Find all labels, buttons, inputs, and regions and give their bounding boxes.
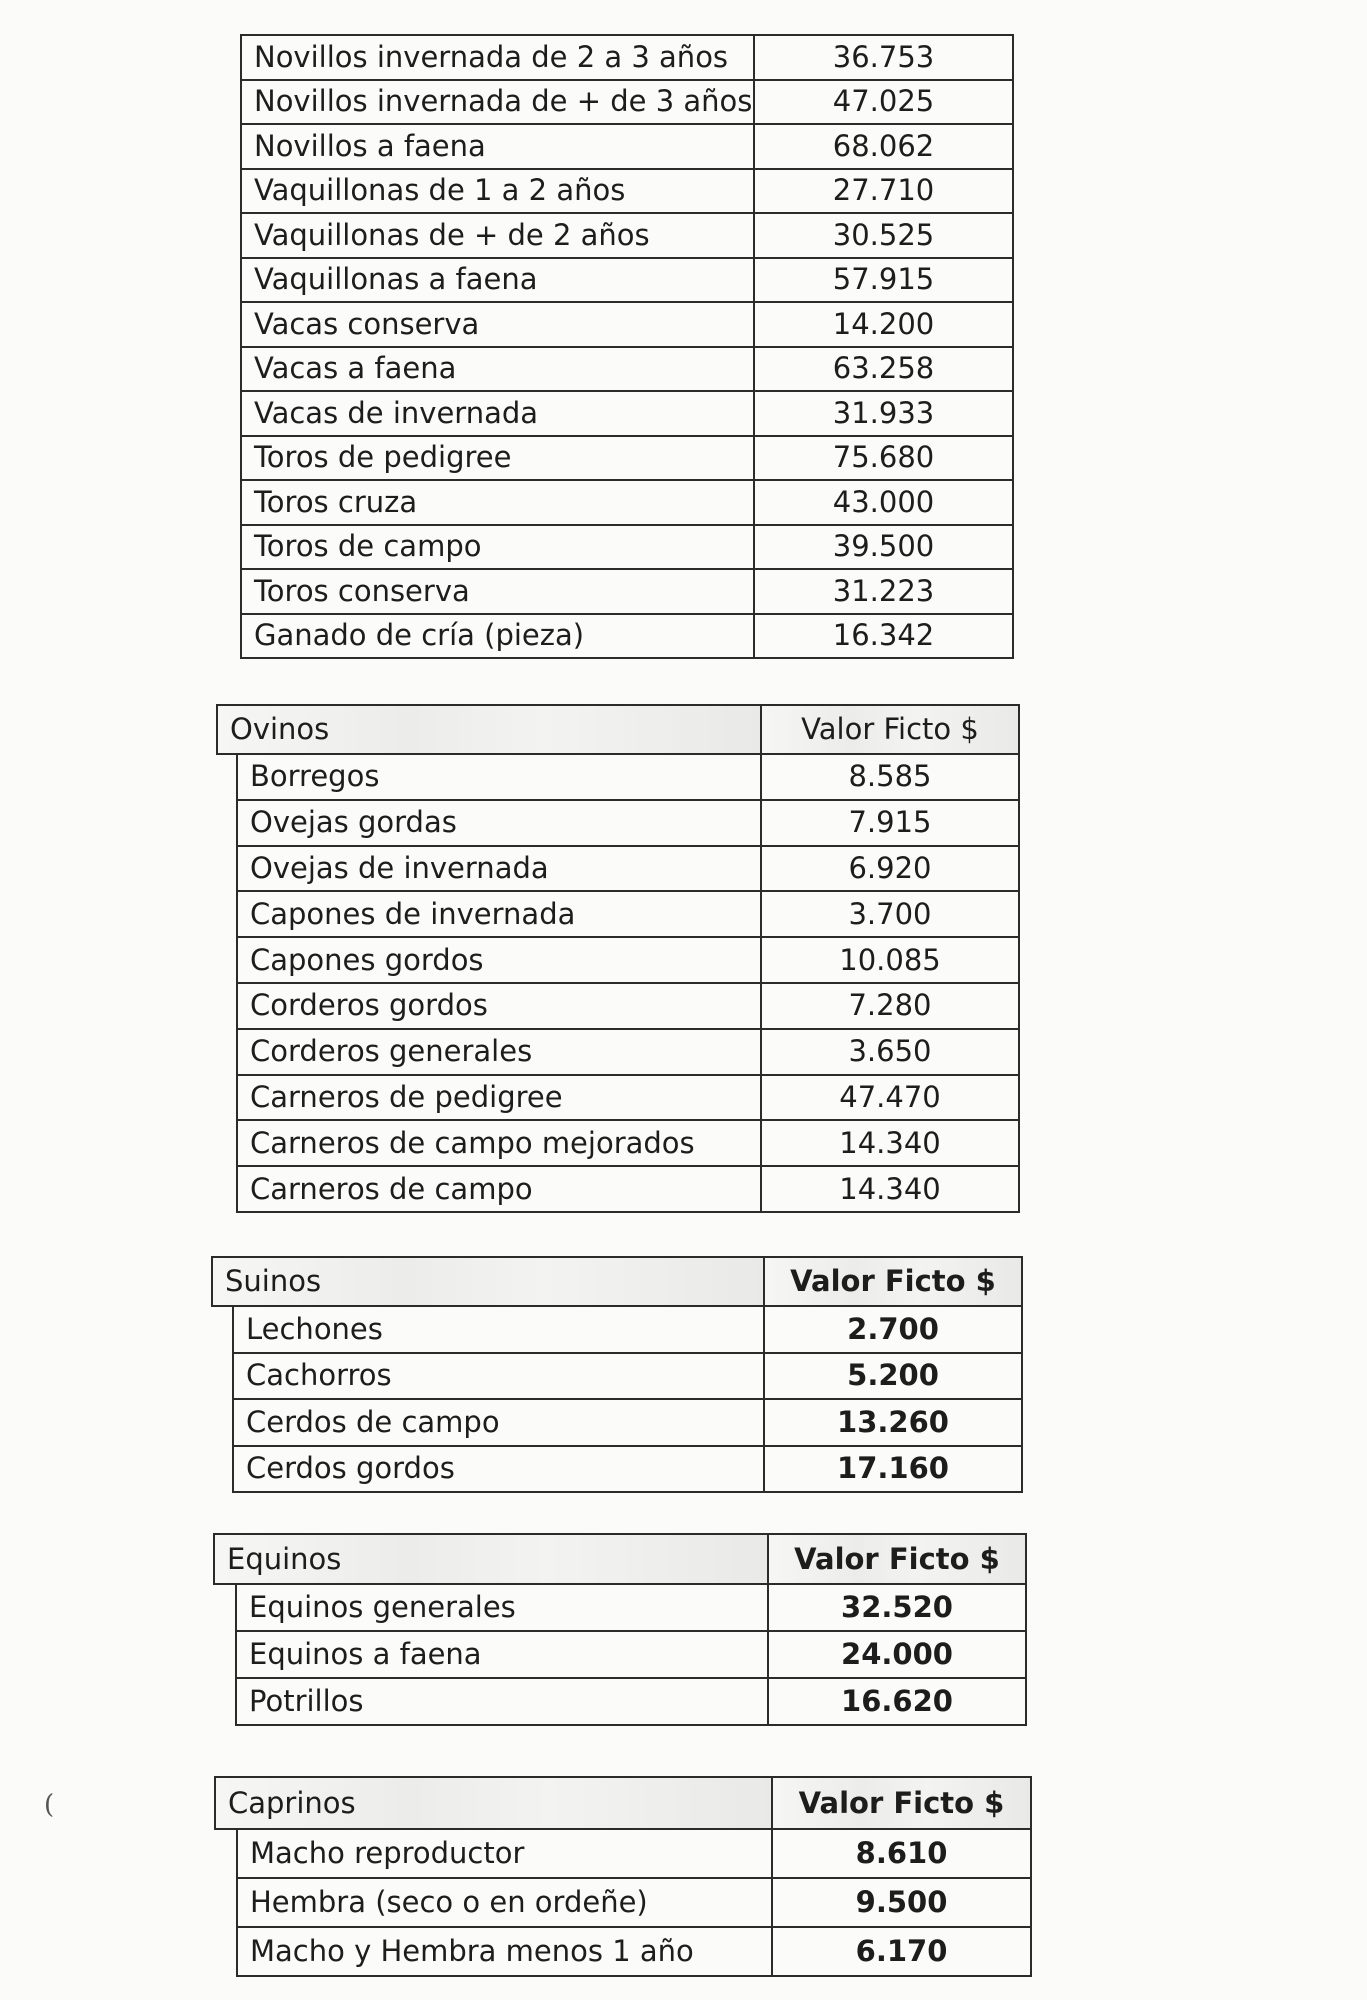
bovinos-row-value: 63.258 — [754, 347, 1013, 392]
ovinos-row — [217, 983, 1019, 1029]
ovinos-row — [217, 754, 1019, 800]
suinos-header-row — [212, 1257, 1022, 1306]
row-indent — [215, 1927, 237, 1976]
bovinos-row — [241, 213, 1013, 258]
ovinos-row-name: Ovejas gordas — [237, 800, 761, 846]
bovinos-row-name: Vacas a faena — [241, 347, 754, 392]
bovinos-row-value: 68.062 — [754, 124, 1013, 169]
row-indent — [217, 1120, 237, 1166]
ovinos-row — [217, 937, 1019, 983]
bovinos-row-name: Toros de pedigree — [241, 436, 754, 481]
bovinos-row-name: Toros cruza — [241, 480, 754, 525]
caprinos-row-name: Hembra (seco o en ordeñe) — [237, 1878, 772, 1927]
bovinos-row — [241, 569, 1013, 614]
bovinos-row-value: 16.342 — [754, 614, 1013, 659]
row-indent — [212, 1446, 233, 1493]
row-indent — [214, 1678, 236, 1725]
bovinos-table-block — [240, 34, 1014, 659]
suinos-row-value: 13.260 — [764, 1399, 1022, 1446]
ovinos-row-name: Corderos gordos — [237, 983, 761, 1029]
ovinos-row-name: Carneros de campo — [237, 1166, 761, 1212]
suinos-row-value: 17.160 — [764, 1446, 1022, 1493]
equinos-table-block — [213, 1533, 1027, 1726]
row-indent — [217, 846, 237, 892]
caprinos-row — [215, 1927, 1031, 1976]
caprinos-table-block — [214, 1776, 1032, 1977]
ovinos-row-value: 10.085 — [761, 937, 1019, 983]
equinos-header-row — [214, 1534, 1026, 1584]
caprinos-value-header: Valor Ficto $ — [772, 1777, 1031, 1829]
bovinos-row — [241, 436, 1013, 481]
caprinos-table — [214, 1776, 1032, 1977]
bovinos-row-value: 43.000 — [754, 480, 1013, 525]
bovinos-row-value: 30.525 — [754, 213, 1013, 258]
ovinos-row-value: 7.280 — [761, 983, 1019, 1029]
suinos-row-name: Lechones — [233, 1306, 764, 1353]
row-indent — [214, 1631, 236, 1678]
equinos-row-name: Potrillos — [236, 1678, 768, 1725]
ovinos-row-value: 7.915 — [761, 800, 1019, 846]
ovinos-row-value: 3.700 — [761, 891, 1019, 937]
margin-mark: ( — [44, 1790, 55, 1820]
equinos-header: Equinos — [214, 1534, 768, 1584]
ovinos-row-name: Capones de invernada — [237, 891, 761, 937]
caprinos-row-value: 8.610 — [772, 1829, 1031, 1878]
ovinos-row-value: 3.650 — [761, 1029, 1019, 1075]
suinos-row-name: Cerdos de campo — [233, 1399, 764, 1446]
bovinos-row-name: Toros de campo — [241, 525, 754, 570]
bovinos-row-value: 75.680 — [754, 436, 1013, 481]
equinos-row — [214, 1584, 1026, 1631]
ovinos-row-name: Borregos — [237, 754, 761, 800]
ovinos-row-name: Corderos generales — [237, 1029, 761, 1075]
bovinos-row — [241, 480, 1013, 525]
caprinos-row-name: Macho y Hembra menos 1 año — [237, 1927, 772, 1976]
bovinos-row-name: Vaquillonas a faena — [241, 258, 754, 303]
row-indent — [217, 1029, 237, 1075]
suinos-row-value: 5.200 — [764, 1353, 1022, 1400]
suinos-table — [211, 1256, 1023, 1493]
bovinos-row-value: 47.025 — [754, 80, 1013, 125]
row-indent — [214, 1584, 236, 1631]
equinos-table — [213, 1533, 1027, 1726]
row-indent — [217, 1166, 237, 1212]
ovinos-table-block — [216, 704, 1020, 1213]
equinos-value-header: Valor Ficto $ — [768, 1534, 1026, 1584]
ovinos-row-value: 47.470 — [761, 1075, 1019, 1121]
bovinos-row-name: Vaquillonas de 1 a 2 años — [241, 169, 754, 214]
caprinos-row — [215, 1878, 1031, 1927]
equinos-row — [214, 1678, 1026, 1725]
ovinos-row-value: 6.920 — [761, 846, 1019, 892]
bovinos-row-value: 14.200 — [754, 302, 1013, 347]
equinos-row — [214, 1631, 1026, 1678]
bovinos-row — [241, 391, 1013, 436]
row-indent — [215, 1878, 237, 1927]
bovinos-row — [241, 35, 1013, 80]
ovinos-row — [217, 1166, 1019, 1212]
ovinos-row — [217, 1120, 1019, 1166]
row-indent — [212, 1399, 233, 1446]
bovinos-row — [241, 258, 1013, 303]
bovinos-row-name: Novillos invernada de + de 3 años — [241, 80, 754, 125]
bovinos-row-name: Novillos a faena — [241, 124, 754, 169]
suinos-row-value: 2.700 — [764, 1306, 1022, 1353]
bovinos-row-name: Ganado de cría (pieza) — [241, 614, 754, 659]
ovinos-row-value: 14.340 — [761, 1120, 1019, 1166]
ovinos-row — [217, 800, 1019, 846]
ovinos-row-name: Capones gordos — [237, 937, 761, 983]
suinos-row — [212, 1353, 1022, 1400]
suinos-row — [212, 1399, 1022, 1446]
row-indent — [217, 937, 237, 983]
ovinos-row — [217, 891, 1019, 937]
equinos-row-name: Equinos generales — [236, 1584, 768, 1631]
caprinos-row — [215, 1829, 1031, 1878]
bovinos-row-name: Toros conserva — [241, 569, 754, 614]
row-indent — [212, 1353, 233, 1400]
bovinos-row — [241, 614, 1013, 659]
ovinos-row-name: Ovejas de invernada — [237, 846, 761, 892]
bovinos-row-value: 27.710 — [754, 169, 1013, 214]
row-indent — [217, 891, 237, 937]
equinos-row-value: 16.620 — [768, 1678, 1026, 1725]
caprinos-header-row — [215, 1777, 1031, 1829]
row-indent — [217, 754, 237, 800]
ovinos-header: Ovinos — [217, 705, 761, 754]
caprinos-header: Caprinos — [215, 1777, 772, 1829]
suinos-row — [212, 1306, 1022, 1353]
bovinos-row-value: 31.933 — [754, 391, 1013, 436]
equinos-row-value: 32.520 — [768, 1584, 1026, 1631]
ovinos-row-name: Carneros de pedigree — [237, 1075, 761, 1121]
equinos-row-value: 24.000 — [768, 1631, 1026, 1678]
ovinos-row — [217, 1029, 1019, 1075]
ovinos-row — [217, 1075, 1019, 1121]
suinos-row-name: Cerdos gordos — [233, 1446, 764, 1493]
ovinos-value-header: Valor Ficto $ — [761, 705, 1019, 754]
suinos-table-block — [211, 1256, 1023, 1493]
bovinos-row-name: Vacas de invernada — [241, 391, 754, 436]
caprinos-row-value: 9.500 — [772, 1878, 1031, 1927]
bovinos-row — [241, 302, 1013, 347]
bovinos-row — [241, 124, 1013, 169]
bovinos-row — [241, 347, 1013, 392]
suinos-header: Suinos — [212, 1257, 764, 1306]
row-indent — [217, 1075, 237, 1121]
ovinos-header-row — [217, 705, 1019, 754]
bovinos-row — [241, 525, 1013, 570]
ovinos-table — [216, 704, 1020, 1213]
ovinos-row-value: 14.340 — [761, 1166, 1019, 1212]
ovinos-row-name: Carneros de campo mejorados — [237, 1120, 761, 1166]
ovinos-row-value: 8.585 — [761, 754, 1019, 800]
suinos-value-header: Valor Ficto $ — [764, 1257, 1022, 1306]
suinos-row — [212, 1446, 1022, 1493]
bovinos-row — [241, 169, 1013, 214]
caprinos-row-name: Macho reproductor — [237, 1829, 772, 1878]
row-indent — [217, 983, 237, 1029]
ovinos-row — [217, 846, 1019, 892]
bovinos-table — [240, 34, 1014, 659]
bovinos-row-name: Vaquillonas de + de 2 años — [241, 213, 754, 258]
bovinos-row-value: 39.500 — [754, 525, 1013, 570]
bovinos-row-value: 36.753 — [754, 35, 1013, 80]
caprinos-row-value: 6.170 — [772, 1927, 1031, 1976]
suinos-row-name: Cachorros — [233, 1353, 764, 1400]
row-indent — [215, 1829, 237, 1878]
bovinos-row-value: 31.223 — [754, 569, 1013, 614]
bovinos-row-name: Novillos invernada de 2 a 3 años — [241, 35, 754, 80]
row-indent — [217, 800, 237, 846]
equinos-row-name: Equinos a faena — [236, 1631, 768, 1678]
bovinos-row-name: Vacas conserva — [241, 302, 754, 347]
bovinos-row — [241, 80, 1013, 125]
bovinos-row-value: 57.915 — [754, 258, 1013, 303]
row-indent — [212, 1306, 233, 1353]
